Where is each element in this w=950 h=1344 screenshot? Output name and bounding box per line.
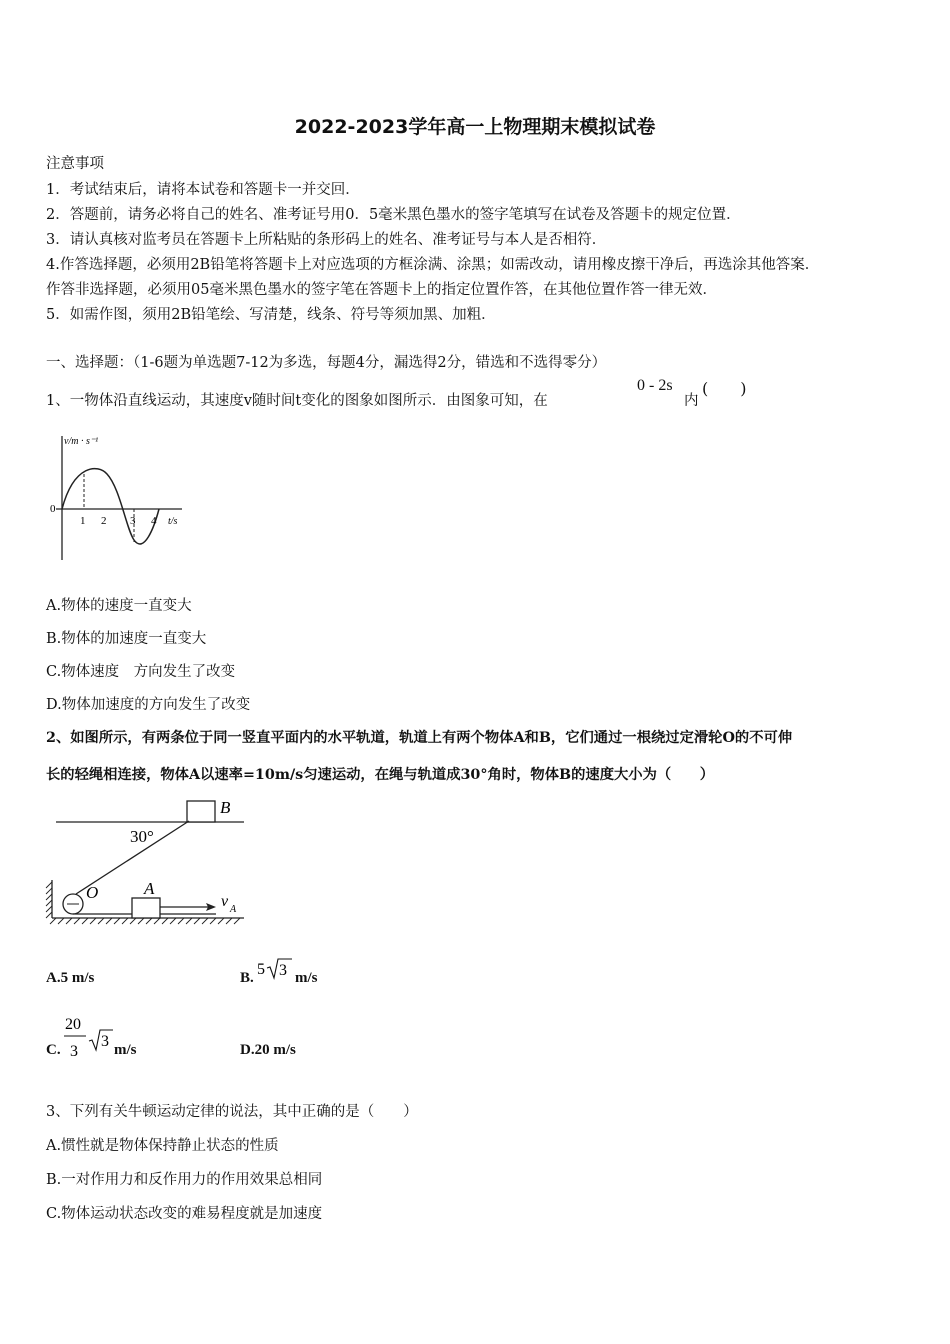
q2-option-a: A.5 m/s [46,970,95,986]
graph-tick-1: 1 [80,515,86,527]
graph-x-label: t/s [168,516,178,527]
b-coefficient: 5 [257,961,265,978]
velocity-subscript: A [230,904,237,915]
q3-stem: 3、下列有关牛顿运动定律的说法，其中正确的是（ ） [46,1104,418,1120]
q1-option-c: C.物体速度 方向发生了改变 [46,664,236,680]
c-denominator: 3 [70,1043,78,1060]
q1-range: 0 - 2s [637,377,673,394]
q1-answer-paren: ( ) [702,379,747,398]
page-title: 2022-2023学年高一上物理期末模拟试卷 [294,116,656,138]
b-radicand: 3 [279,962,287,979]
q2-option-c-unit: m/s [114,1042,137,1058]
q3-option-c: C.物体运动状态改变的难易程度就是加速度 [46,1206,323,1222]
q2-option-c-prefix: C. [46,1042,61,1058]
q2-option-b-prefix: B. [240,970,254,986]
q2-option-b-value [255,956,295,982]
q2-option-b-unit: m/s [295,970,318,986]
notice-item-3: 3．请认真核对监考员在答题卡上所粘贴的条形码上的姓名、准考证号与本人是否相符． [46,232,607,248]
section-heading: 一、选择题：（1-6题为单选题7-12为多选，每题4分，漏选得2分，错选和不选得零分） [46,355,607,371]
angle-label: 30° [130,827,154,846]
velocity-label: v [221,893,229,910]
q2-option-c-value [62,1012,114,1062]
q1-option-b: B.物体的加速度一直变大 [46,631,207,647]
q2-option-d: D.20 m/s [240,1042,296,1058]
graph-origin-label: 0 [50,503,56,515]
q3-option-b: B.一对作用力和反作用力的作用效果总相同 [46,1172,323,1188]
graph-y-label: v/m · s⁻¹ [64,436,99,447]
label-b: B [220,798,231,817]
c-radicand: 3 [101,1033,109,1050]
label-a: A [144,879,155,898]
q1-stem: 1、一物体沿直线运动，其速度v随时间t变化的图象如图所示．由图象可知，在 [46,393,548,409]
graph-tick-3: 3 [130,515,136,527]
notice-item-4-cont: 作答非选择题，必须用05毫米黑色墨水的签字笔在答题卡上的指定位置作答，在其他位置作答一律无效． [46,282,717,298]
q2-pulley-figure [44,792,254,926]
q1-velocity-graph [44,428,194,568]
notice-heading: 注意事项 [46,156,104,172]
notice-item-2: 2．答题前，请务必将自己的姓名、准考证号用0．5毫米黑色墨水的签字笔填写在试卷及答题卡的规定位置． [46,207,741,223]
graph-tick-4: 4 [151,515,157,527]
block-a [132,898,160,918]
block-b [187,801,215,822]
graph-curve [62,469,159,544]
q1-option-d: D.物体加速度的方向发生了改变 [46,697,251,713]
q1-stem-tail: 内 [684,393,699,409]
notice-item-5: 5．如需作图，须用2B铅笔绘、写清楚，线条、符号等须加黑、加粗． [46,307,496,323]
graph-tick-2: 2 [101,515,107,527]
q1-option-a: A.物体的速度一直变大 [46,598,192,614]
label-o: O [86,883,99,902]
notice-item-4: 4.作答选择题，必须用2B铅笔将答题卡上对应选项的方框涂满、涂黑；如需改动，请用橡皮擦干净后，再选涂其他答案． [46,257,820,273]
q2-stem-line2: 长的轻绳相连接，物体A以速率=10m/s匀速运动，在绳与轨道成30°角时，物体B的速度大小为（ ） [46,767,715,783]
notice-item-1: 1．考试结束后，请将本试卷和答题卡一并交回． [46,182,360,198]
c-numerator: 20 [65,1016,81,1033]
q2-stem-line1: 2、如图所示，有两条位于同一竖直平面内的水平轨道，轨道上有两个物体A和B，它们通过一根绕过定滑轮O的不可伸 [46,730,793,746]
q3-option-a: A.惯性就是物体保持静止状态的性质 [46,1138,279,1154]
